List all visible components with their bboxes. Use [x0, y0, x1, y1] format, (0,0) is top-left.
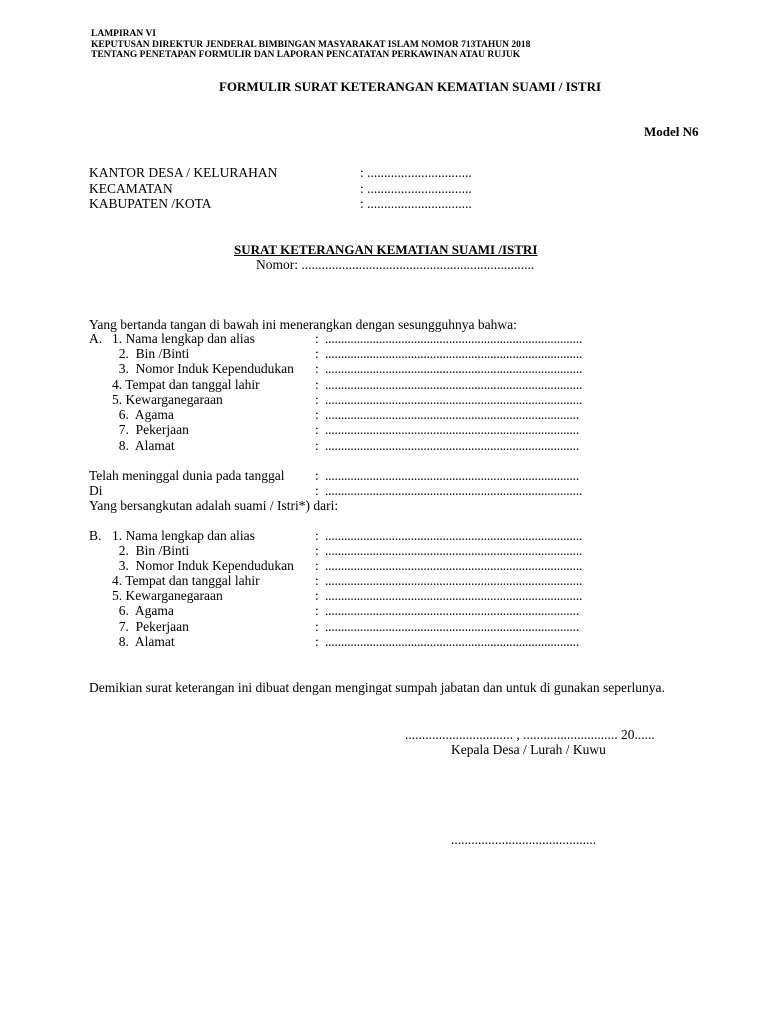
section-a-row [89, 331, 649, 347]
field-colon: : [315, 483, 319, 498]
field-input[interactable]: ................................................................................. [325, 543, 583, 558]
death-place-row [89, 483, 649, 499]
field-colon: : [315, 468, 319, 483]
field-input[interactable]: ................................................................................ [325, 438, 580, 453]
field-input[interactable]: ................................................................................. [325, 588, 583, 603]
field-colon: : [315, 543, 319, 558]
office-kabupaten-field[interactable]: : ............................... [360, 196, 472, 211]
decree-title: KEPUTUSAN DIREKTUR JENDERAL BIMBINGAN MASYARAKAT ISLAM NOMOR 713TAHUN 2018 [91, 40, 531, 50]
relation-text: Yang bersangkutan adalah suami / Istri*) dari: [89, 498, 339, 513]
death-date-label: Telah meninggal dunia pada tanggal [89, 468, 285, 483]
signature-name-field[interactable]: ........................................... [451, 832, 597, 847]
section-b-row [89, 619, 649, 635]
section-a-row [89, 377, 649, 393]
field-input[interactable]: ................................................................................ [325, 619, 580, 634]
section-a-row [89, 438, 649, 454]
field-colon: : [315, 346, 319, 361]
field-colon: : [315, 588, 319, 603]
signature-role: Kepala Desa / Lurah / Kuwu [451, 742, 606, 757]
death-date-input[interactable]: ................................................................................ [325, 468, 580, 483]
field-colon: : [315, 361, 319, 376]
section-b-row [89, 573, 649, 589]
field-colon: : [315, 634, 319, 649]
section-b-row [89, 588, 649, 604]
field-input[interactable]: ................................................................................. [325, 346, 583, 361]
field-label: 7. Pekerjaan [112, 422, 189, 437]
field-input[interactable]: ................................................................................. [325, 377, 583, 392]
field-colon: : [315, 573, 319, 588]
field-label: 8. Alamat [112, 438, 175, 453]
field-colon: : [315, 603, 319, 618]
field-label: 2. Bin /Binti [112, 543, 190, 558]
field-input[interactable]: ................................................................................. [325, 528, 583, 543]
death-place-label: Di [89, 483, 103, 498]
field-colon: : [315, 331, 319, 346]
field-colon: : [315, 438, 319, 453]
section-b-row [89, 558, 649, 574]
letter-title: SURAT KETERANGAN KEMATIAN SUAMI /ISTRI [234, 242, 538, 257]
section-b-row [89, 603, 649, 619]
section-a-row [89, 346, 649, 362]
field-colon: : [315, 528, 319, 543]
decree-subject: TENTANG PENETAPAN FORMULIR DAN LAPORAN PENCATATAN PERKAWINAN ATAU RUJUK [91, 50, 521, 60]
field-input[interactable]: ................................................................................ [325, 422, 580, 437]
letter-number-field[interactable]: Nomor: ..................................................................... [256, 257, 535, 272]
death-place-input[interactable]: ................................................................................. [325, 483, 583, 498]
section-b-row [89, 543, 649, 559]
section-b-row [89, 528, 649, 544]
lampiran-label: LAMPIRAN VI [91, 29, 157, 39]
field-label: 1. Nama lengkap dan alias [112, 331, 255, 346]
field-input[interactable]: ................................................................................. [325, 558, 583, 573]
field-input[interactable]: ................................................................................. [325, 361, 583, 376]
section-a-marker: A. [89, 331, 103, 346]
field-input[interactable]: ................................................................................. [325, 573, 583, 588]
death-date-row [89, 468, 649, 484]
section-a-row [89, 407, 649, 423]
field-colon: : [315, 377, 319, 392]
form-title: FORMULIR SURAT KETERANGAN KEMATIAN SUAMI / ISTRI [218, 79, 602, 94]
closing-statement: Demikian surat keterangan ini dibuat dengan mengingat sumpah jabatan dan untuk di gunakan seperlunya. [89, 680, 665, 695]
field-input[interactable]: ................................................................................ [325, 634, 580, 649]
office-desa-label: KANTOR DESA / KELURAHAN [89, 165, 278, 180]
field-colon: : [315, 422, 319, 437]
section-b-marker: B. [89, 528, 102, 543]
section-a-row [89, 392, 649, 408]
section-b-row [89, 634, 649, 650]
signature-place-date-field[interactable]: ................................ , ............................ 20...... [405, 727, 655, 742]
field-input[interactable]: ................................................................................. [325, 392, 583, 407]
field-label: 1. Nama lengkap dan alias [112, 528, 255, 543]
field-input[interactable]: ................................................................................ [325, 407, 580, 422]
office-kecamatan-field[interactable]: : ............................... [360, 181, 472, 196]
intro-text: Yang bertanda tangan di bawah ini menerangkan dengan sesungguhnya bahwa: [89, 317, 517, 332]
field-colon: : [315, 407, 319, 422]
field-label: 5. Kewarganegaraan [112, 392, 223, 407]
field-label: 4. Tempat dan tanggal lahir [112, 377, 260, 392]
field-label: 2. Bin /Binti [112, 346, 190, 361]
field-label: 6. Agama [112, 407, 174, 422]
field-label: 6. Agama [112, 603, 174, 618]
field-colon: : [315, 558, 319, 573]
field-label: 8. Alamat [112, 634, 175, 649]
section-a-row [89, 361, 649, 377]
field-label: 3. Nomor Induk Kependudukan [112, 361, 294, 376]
field-label: 5. Kewarganegaraan [112, 588, 223, 603]
section-a-row [89, 422, 649, 438]
field-label: 7. Pekerjaan [112, 619, 189, 634]
field-label: 4. Tempat dan tanggal lahir [112, 573, 260, 588]
field-colon: : [315, 392, 319, 407]
field-label: 3. Nomor Induk Kependudukan [112, 558, 294, 573]
field-input[interactable]: ................................................................................. [325, 331, 583, 346]
office-kabupaten-label: KABUPATEN /KOTA [89, 196, 212, 211]
office-kecamatan-label: KECAMATAN [89, 181, 173, 196]
field-colon: : [315, 619, 319, 634]
field-input[interactable]: ................................................................................ [325, 603, 580, 618]
office-desa-field[interactable]: : ............................... [360, 165, 472, 180]
model-label: Model N6 [644, 124, 699, 139]
